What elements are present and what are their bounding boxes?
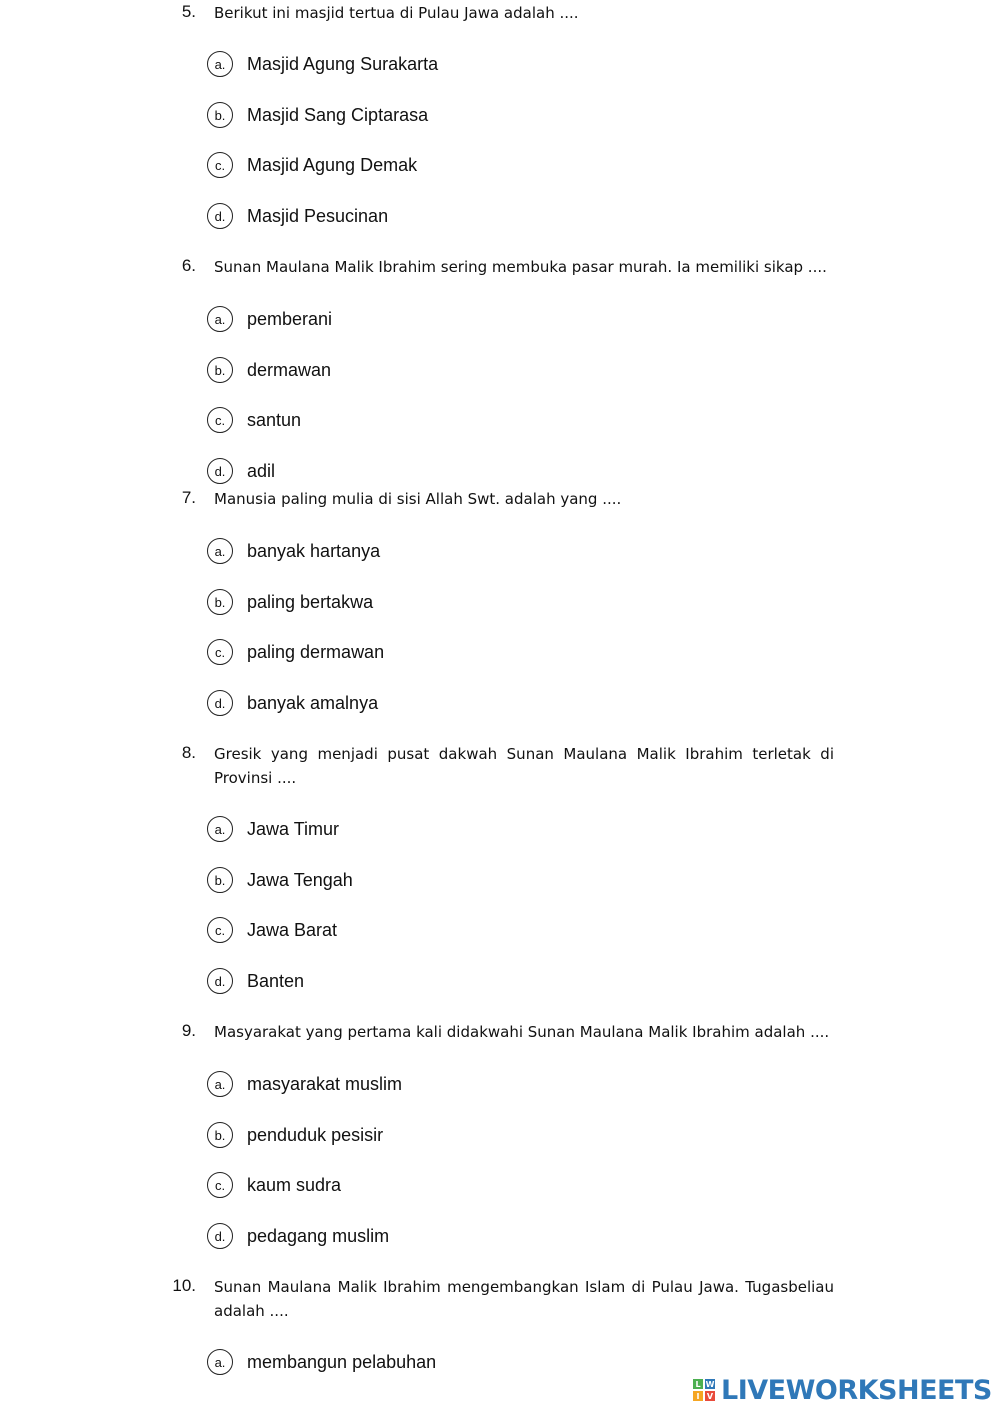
option-text: Jawa Tengah — [247, 869, 353, 890]
option-letter-circle: a. — [207, 538, 233, 564]
option-c[interactable] — [207, 150, 417, 180]
option-text: pemberani — [247, 308, 333, 329]
logo-tile: I — [693, 1391, 703, 1401]
option-text: Masjid Sang Ciptarasa — [247, 104, 429, 125]
option-letter-circle: a. — [207, 1349, 233, 1375]
option-d[interactable] — [207, 201, 388, 231]
option-letter-circle: b. — [207, 867, 233, 893]
option-text: paling dermawan — [247, 641, 385, 662]
option-text: Masjid Pesucinan — [247, 205, 389, 226]
option-letter-circle: a. — [207, 51, 233, 77]
logo-tile: W — [705, 1379, 715, 1389]
option-letter-circle: c. — [207, 1172, 233, 1198]
option-letter-circle: c. — [207, 152, 233, 178]
option-a[interactable] — [207, 49, 438, 79]
option-letter-circle: d. — [207, 203, 233, 229]
option-a[interactable] — [207, 536, 380, 566]
option-b[interactable] — [207, 865, 353, 895]
option-text: santun — [247, 409, 302, 430]
option-letter-circle: b. — [207, 589, 233, 615]
option-a[interactable] — [207, 1069, 402, 1099]
option-b[interactable] — [207, 355, 331, 385]
liveworksheets-brand — [693, 1373, 992, 1407]
option-letter-circle: b. — [207, 357, 233, 383]
question-text: Gresik yang menjadi pusat dakwah Sunan Maulana Malik Ibrahim terletak di Provinsi .... — [214, 745, 834, 787]
option-text: adil — [247, 460, 276, 481]
option-letter-circle: d. — [207, 458, 233, 484]
option-text: Masjid Agung Demak — [247, 154, 418, 175]
option-text: Banten — [247, 970, 305, 991]
option-c[interactable] — [207, 637, 384, 667]
option-a[interactable] — [207, 814, 339, 844]
option-d[interactable] — [207, 966, 304, 996]
option-d[interactable] — [207, 1221, 389, 1251]
option-letter-circle: a. — [207, 816, 233, 842]
option-b[interactable] — [207, 587, 373, 617]
option-a[interactable] — [207, 1347, 436, 1377]
question-number: 6. — [181, 256, 196, 275]
option-a[interactable] — [207, 304, 332, 334]
option-c[interactable] — [207, 405, 301, 435]
option-d[interactable] — [207, 456, 275, 486]
option-text: paling bertakwa — [247, 591, 374, 612]
option-b[interactable] — [207, 100, 428, 130]
liveworksheets-logo-icon — [693, 1379, 715, 1401]
question-text: Berikut ini masjid tertua di Pulau Jawa adalah .... — [214, 4, 579, 22]
option-letter-circle: d. — [207, 690, 233, 716]
option-text: Jawa Timur — [247, 818, 340, 839]
option-letter-circle: b. — [207, 102, 233, 128]
logo-tile: L — [693, 1379, 703, 1389]
option-letter-circle: d. — [207, 1223, 233, 1249]
option-c[interactable] — [207, 915, 337, 945]
option-letter-circle: a. — [207, 1071, 233, 1097]
question-number: 7. — [181, 488, 196, 507]
question-text: Manusia paling mulia di sisi Allah Swt. adalah yang .... — [214, 490, 622, 508]
question-text: Sunan Maulana Malik Ibrahim mengembangkan Islam di Pulau Jawa. Tugasbeliau adalah .... — [214, 1278, 834, 1320]
option-letter-circle: c. — [207, 917, 233, 943]
option-text: dermawan — [247, 359, 332, 380]
option-text: masyarakat muslim — [247, 1073, 403, 1094]
question-text: Masyarakat yang pertama kali didakwahi Sunan Maulana Malik Ibrahim adalah .... — [214, 1023, 830, 1041]
question-number: 8. — [181, 743, 196, 762]
option-text: banyak hartanya — [247, 540, 381, 561]
option-letter-circle: a. — [207, 306, 233, 332]
question-number: 10. — [172, 1276, 196, 1295]
option-text: kaum sudra — [247, 1174, 342, 1195]
option-text: Masjid Agung Surakarta — [247, 53, 439, 74]
option-text: pedagang muslim — [247, 1225, 390, 1246]
option-text: Jawa Barat — [247, 919, 338, 940]
option-d[interactable] — [207, 688, 378, 718]
question-number: 5. — [181, 2, 196, 21]
option-text: banyak amalnya — [247, 692, 379, 713]
option-c[interactable] — [207, 1170, 341, 1200]
option-letter-circle: c. — [207, 639, 233, 665]
option-letter-circle: b. — [207, 1122, 233, 1148]
option-text: membangun pelabuhan — [247, 1351, 437, 1372]
option-letter-circle: c. — [207, 407, 233, 433]
question-number: 9. — [181, 1021, 196, 1040]
option-b[interactable] — [207, 1120, 383, 1150]
option-letter-circle: d. — [207, 968, 233, 994]
option-text: penduduk pesisir — [247, 1124, 384, 1145]
question-text: Sunan Maulana Malik Ibrahim sering membuka pasar murah. Ia memiliki sikap .... — [214, 258, 827, 276]
brand-name: LIVEWORKSHEETS — [721, 1374, 992, 1406]
logo-tile: V — [706, 1391, 714, 1401]
